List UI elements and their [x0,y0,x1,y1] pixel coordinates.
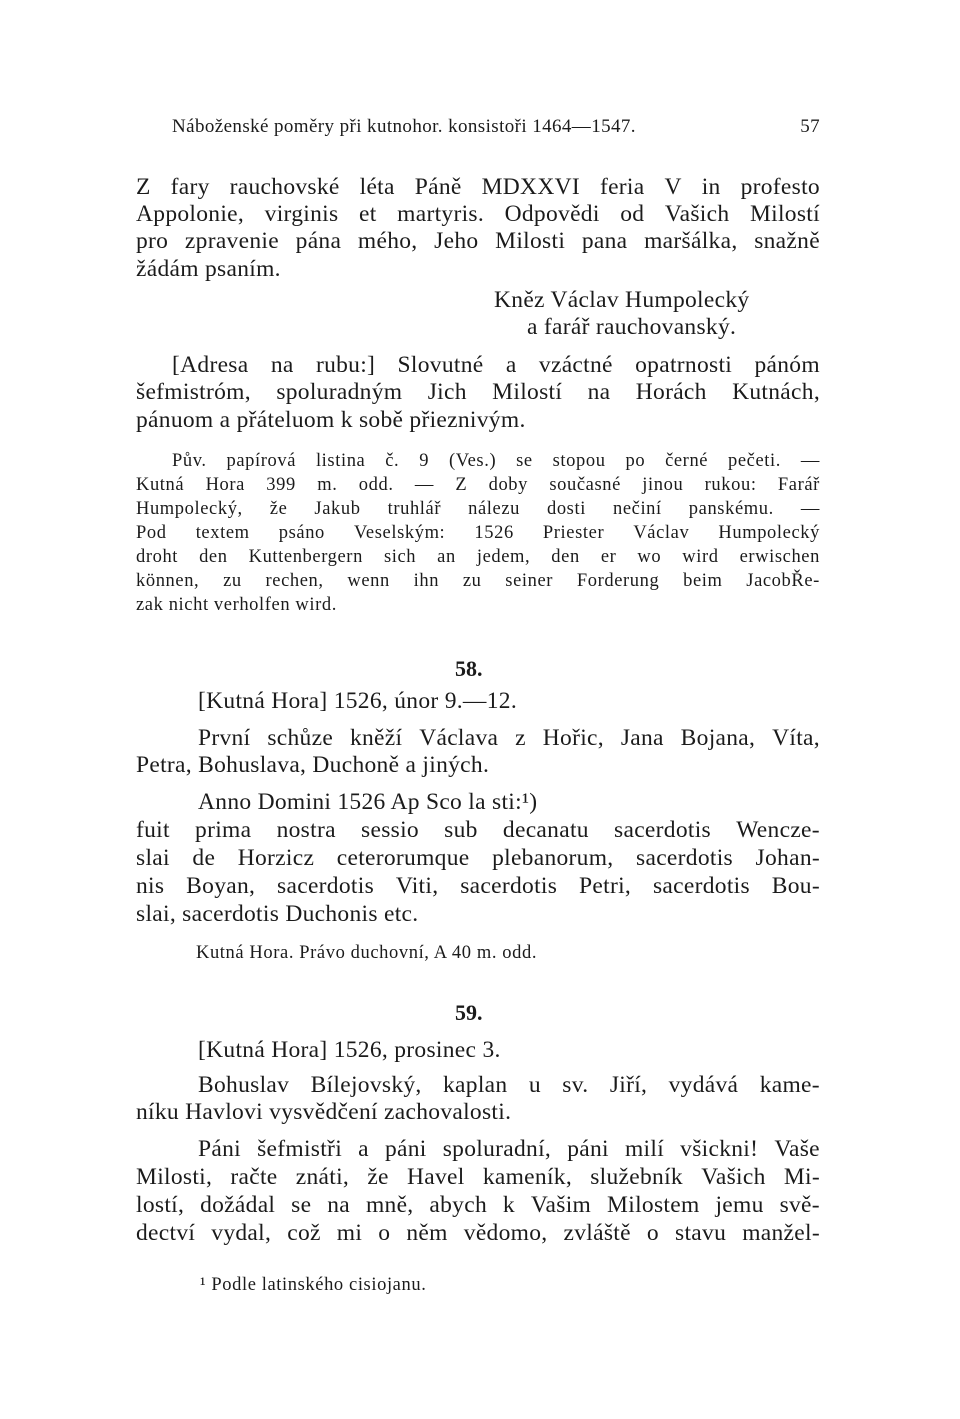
word: zpravenie [184,228,279,254]
word: že [269,499,288,519]
note-line: zak nicht verholfen wird. [136,595,337,615]
word: Vašich [701,1164,766,1190]
word: Z [455,475,468,495]
word: mi [336,1220,363,1246]
word: können, [136,571,200,591]
word: o [378,1220,391,1246]
word: erwischen [739,547,820,567]
word: sich [383,547,417,567]
word: Jiří, [609,1072,648,1098]
body-line [136,174,820,201]
word: ceterorumque [336,845,470,871]
address-line [172,352,820,379]
footnote: ¹ Podle latinského cisiojanu. [200,1275,427,1295]
word: Milostí [749,201,820,227]
word: První [198,725,251,751]
word: — [800,451,820,471]
note-line [172,451,820,472]
word: seiner [505,571,554,591]
word: z [515,725,526,751]
word: Bou- [771,873,820,899]
page-number: 57 [800,116,820,137]
word: droht [136,547,179,567]
word: rubu:] [315,352,376,378]
word: Víta, [772,725,820,751]
word: Pod [136,523,167,543]
word: Jeho [434,228,479,254]
word: zvláště [563,1220,631,1246]
word: er [600,547,617,567]
word: sacerdotis [636,845,733,871]
word: pána [295,228,342,254]
word: Jakub [314,499,361,519]
word: ihn [413,571,440,591]
word: Bojana, [680,725,756,751]
word: — [414,475,434,495]
word: páni [384,1136,427,1162]
word: sacerdotis [460,873,558,899]
word: kame- [759,1072,820,1098]
word: Slovutné [397,352,484,378]
word: se [291,1192,312,1218]
word: psáno [278,523,325,543]
word: Boyan, [186,873,256,899]
word: zu [462,571,482,591]
summary-line: Petra, Bohuslava, Duchoně a jiných. [136,752,490,778]
word: rauchovské [229,174,340,200]
word: [Adresa [172,352,249,378]
word: slai [136,845,170,871]
word: Václava [419,725,499,751]
word: pro [136,228,169,254]
word: Bohuslav [198,1072,290,1098]
word: Horách [635,379,707,405]
note-line [136,571,820,592]
word: nálezu [468,499,520,519]
word: textem [195,523,250,543]
word: Milostí [492,379,563,405]
word: nostra [276,817,336,843]
word: svě- [779,1192,820,1218]
word: Appolonie, [136,201,245,227]
word: a [358,1136,369,1162]
word: a [505,352,517,378]
note-line [136,499,820,520]
word: stavu [675,1220,727,1246]
word: m. [317,475,338,495]
word: dožádal [200,1192,276,1218]
word: den [551,547,580,567]
word: sacerdotis [277,873,375,899]
word: decanatu [502,817,589,843]
word: po [625,451,646,471]
running-title: Náboženské poměry při kutnohor. konsistoři 1464—1547. [172,116,636,137]
text-line [136,1220,820,1247]
word: pana [581,228,628,254]
word: Pův. [172,451,207,471]
word: abych [429,1192,488,1218]
word: Jana [620,725,664,751]
body-line [136,201,820,228]
word: schůze [267,725,334,751]
word: — [800,499,820,519]
word: rechen, [265,571,324,591]
word: truhlář [387,499,442,519]
text-line [198,1136,820,1163]
signature-line: Kněz Václav Humpolecký [494,287,750,313]
word: u [528,1072,541,1098]
word: Forderung [576,571,660,591]
word: 399 [266,475,296,495]
word: Petri, [579,873,632,899]
text-line [136,1192,820,1219]
word: Z [136,174,151,200]
word: Mi- [783,1164,820,1190]
word: léta [359,174,395,200]
word: vzáctné [538,352,613,378]
word: snažně [754,228,820,254]
word: Milosti, [136,1164,213,1190]
word: se [516,451,533,471]
word: sub [444,817,478,843]
word: beim [683,571,723,591]
word: Wencze- [736,817,820,843]
word: Kutnách, [732,379,820,405]
word: černé [665,451,709,471]
word: všickni! [680,1136,759,1162]
source-note: Kutná Hora. Právo duchovní, A 40 m. odd. [196,943,538,963]
word: 1526 [474,523,514,543]
word: Vašich [664,201,730,227]
word: jedem, [476,547,531,567]
word: Vašim [530,1192,592,1218]
word: Václav [633,523,690,543]
word: šefmistróm, [136,379,251,405]
word: martyris. [397,201,485,227]
word: an [437,547,456,567]
word: V [664,174,682,200]
running-header [172,116,820,138]
summary-line: níku Havlovi vysvědčení zachovalosti. [136,1099,512,1125]
word: což [287,1220,321,1246]
word: et [359,201,377,227]
signature-line: a farář rauchovanský. [527,314,737,340]
word: zu [223,571,242,591]
word: č. [385,451,400,471]
word: služebník [590,1164,683,1190]
text-line [136,1164,820,1191]
word: 9 [419,451,430,471]
document-number: 59. [455,1000,483,1025]
word: Odpovědi [504,201,600,227]
word: račte [230,1164,278,1190]
word: kameník, [482,1164,573,1190]
word: na [327,1192,351,1218]
word: Bílejovský, [310,1072,422,1098]
text-line [136,873,820,900]
word: virginis [264,201,339,227]
word: páni [567,1136,609,1162]
word: wenn [347,571,390,591]
address-line [136,379,820,406]
word: odd. [358,475,394,495]
word: wo [637,547,662,567]
word: Humpolecký [718,523,820,543]
word: jemu [715,1192,764,1218]
word: kněží [349,725,403,751]
document-date: [Kutná Hora] 1526, prosinec 3. [198,1037,501,1063]
word: Jich [427,379,467,405]
word: profesto [740,174,820,200]
address-line: pánuom a přáteluom k sobě přieznivým. [136,407,526,433]
note-line [136,547,820,568]
text-line [136,845,820,872]
word: pečeti. [728,451,781,471]
word: Hora [205,475,245,495]
word: sacerdotis [652,873,750,899]
note-line [136,475,820,496]
word: něm [406,1220,448,1246]
word: vydává [668,1072,739,1098]
word: Páně [414,174,462,200]
word: vydal, [211,1220,272,1246]
word: sv. [562,1072,589,1098]
word: Kuttenbergern [248,547,363,567]
word: Viti, [395,873,439,899]
word: mého, [357,228,418,254]
word: Vaše [774,1136,820,1162]
word: manžel- [742,1220,820,1246]
word: doby [488,475,528,495]
word: na [587,379,611,405]
word: znáti, [295,1164,350,1190]
word: Kutná [136,475,185,495]
word: spoluradným [276,379,403,405]
body-line: žádám psaním. [136,256,281,282]
text-line: slai, sacerdotis Duchonis etc. [136,901,419,927]
word: současné [549,475,621,495]
word: listina [315,451,366,471]
word: Havel [406,1164,465,1190]
word: Farář [777,475,820,495]
summary-line [198,1072,820,1099]
text-line: Anno Domini 1526 Ap Sco la sti:¹) [198,789,538,815]
word: jinou [642,475,684,495]
word: panskému. [688,499,774,519]
word: milí [624,1136,665,1162]
word: vědomo, [463,1220,548,1246]
body-line [136,228,820,255]
word: prima [195,817,252,843]
word: papírová [226,451,297,471]
text-line [136,817,820,844]
word: pánóm [754,352,820,378]
word: Milosti [495,228,566,254]
word: spoluradní, [442,1136,552,1162]
word: nečiní [612,499,662,519]
word: že [367,1164,389,1190]
document-date: [Kutná Hora] 1526, únor 9.—12. [198,688,518,714]
word: plebanorum, [492,845,614,871]
word: dectví [136,1220,196,1246]
word: Milostem [607,1192,700,1218]
word: Páni [198,1136,241,1162]
word: maršálka, [644,228,738,254]
word: Humpolecký, [136,499,243,519]
word: wird [682,547,719,567]
word: JacobŘe- [746,571,820,591]
word: Veselským: [354,523,446,543]
word: stopou [552,451,606,471]
word: fary [170,174,210,200]
word: opatrnosti [635,352,733,378]
word: na [270,352,294,378]
word: MDXXVI [481,174,580,200]
summary-line [198,725,820,752]
word: kaplan [442,1072,508,1098]
word: feria [599,174,645,200]
word: mně, [365,1192,414,1218]
word: den [199,547,228,567]
word: (Ves.) [448,451,497,471]
word: Priester [542,523,605,543]
word: in [701,174,721,200]
word: Horzicz [237,845,315,871]
word: Johan- [755,845,820,871]
word: nis [136,873,165,899]
word: sessio [361,817,419,843]
note-line [136,523,820,544]
word: k [502,1192,515,1218]
word: Hořic, [542,725,604,751]
word: o [646,1220,659,1246]
word: sacerdotis [614,817,711,843]
word: šefmistři [257,1136,343,1162]
word: lostí, [136,1192,185,1218]
word: od [620,201,645,227]
word: dosti [546,499,586,519]
document-number: 58. [455,656,483,681]
word: de [192,845,216,871]
word: rukou: [704,475,757,495]
word: fuit [136,817,170,843]
